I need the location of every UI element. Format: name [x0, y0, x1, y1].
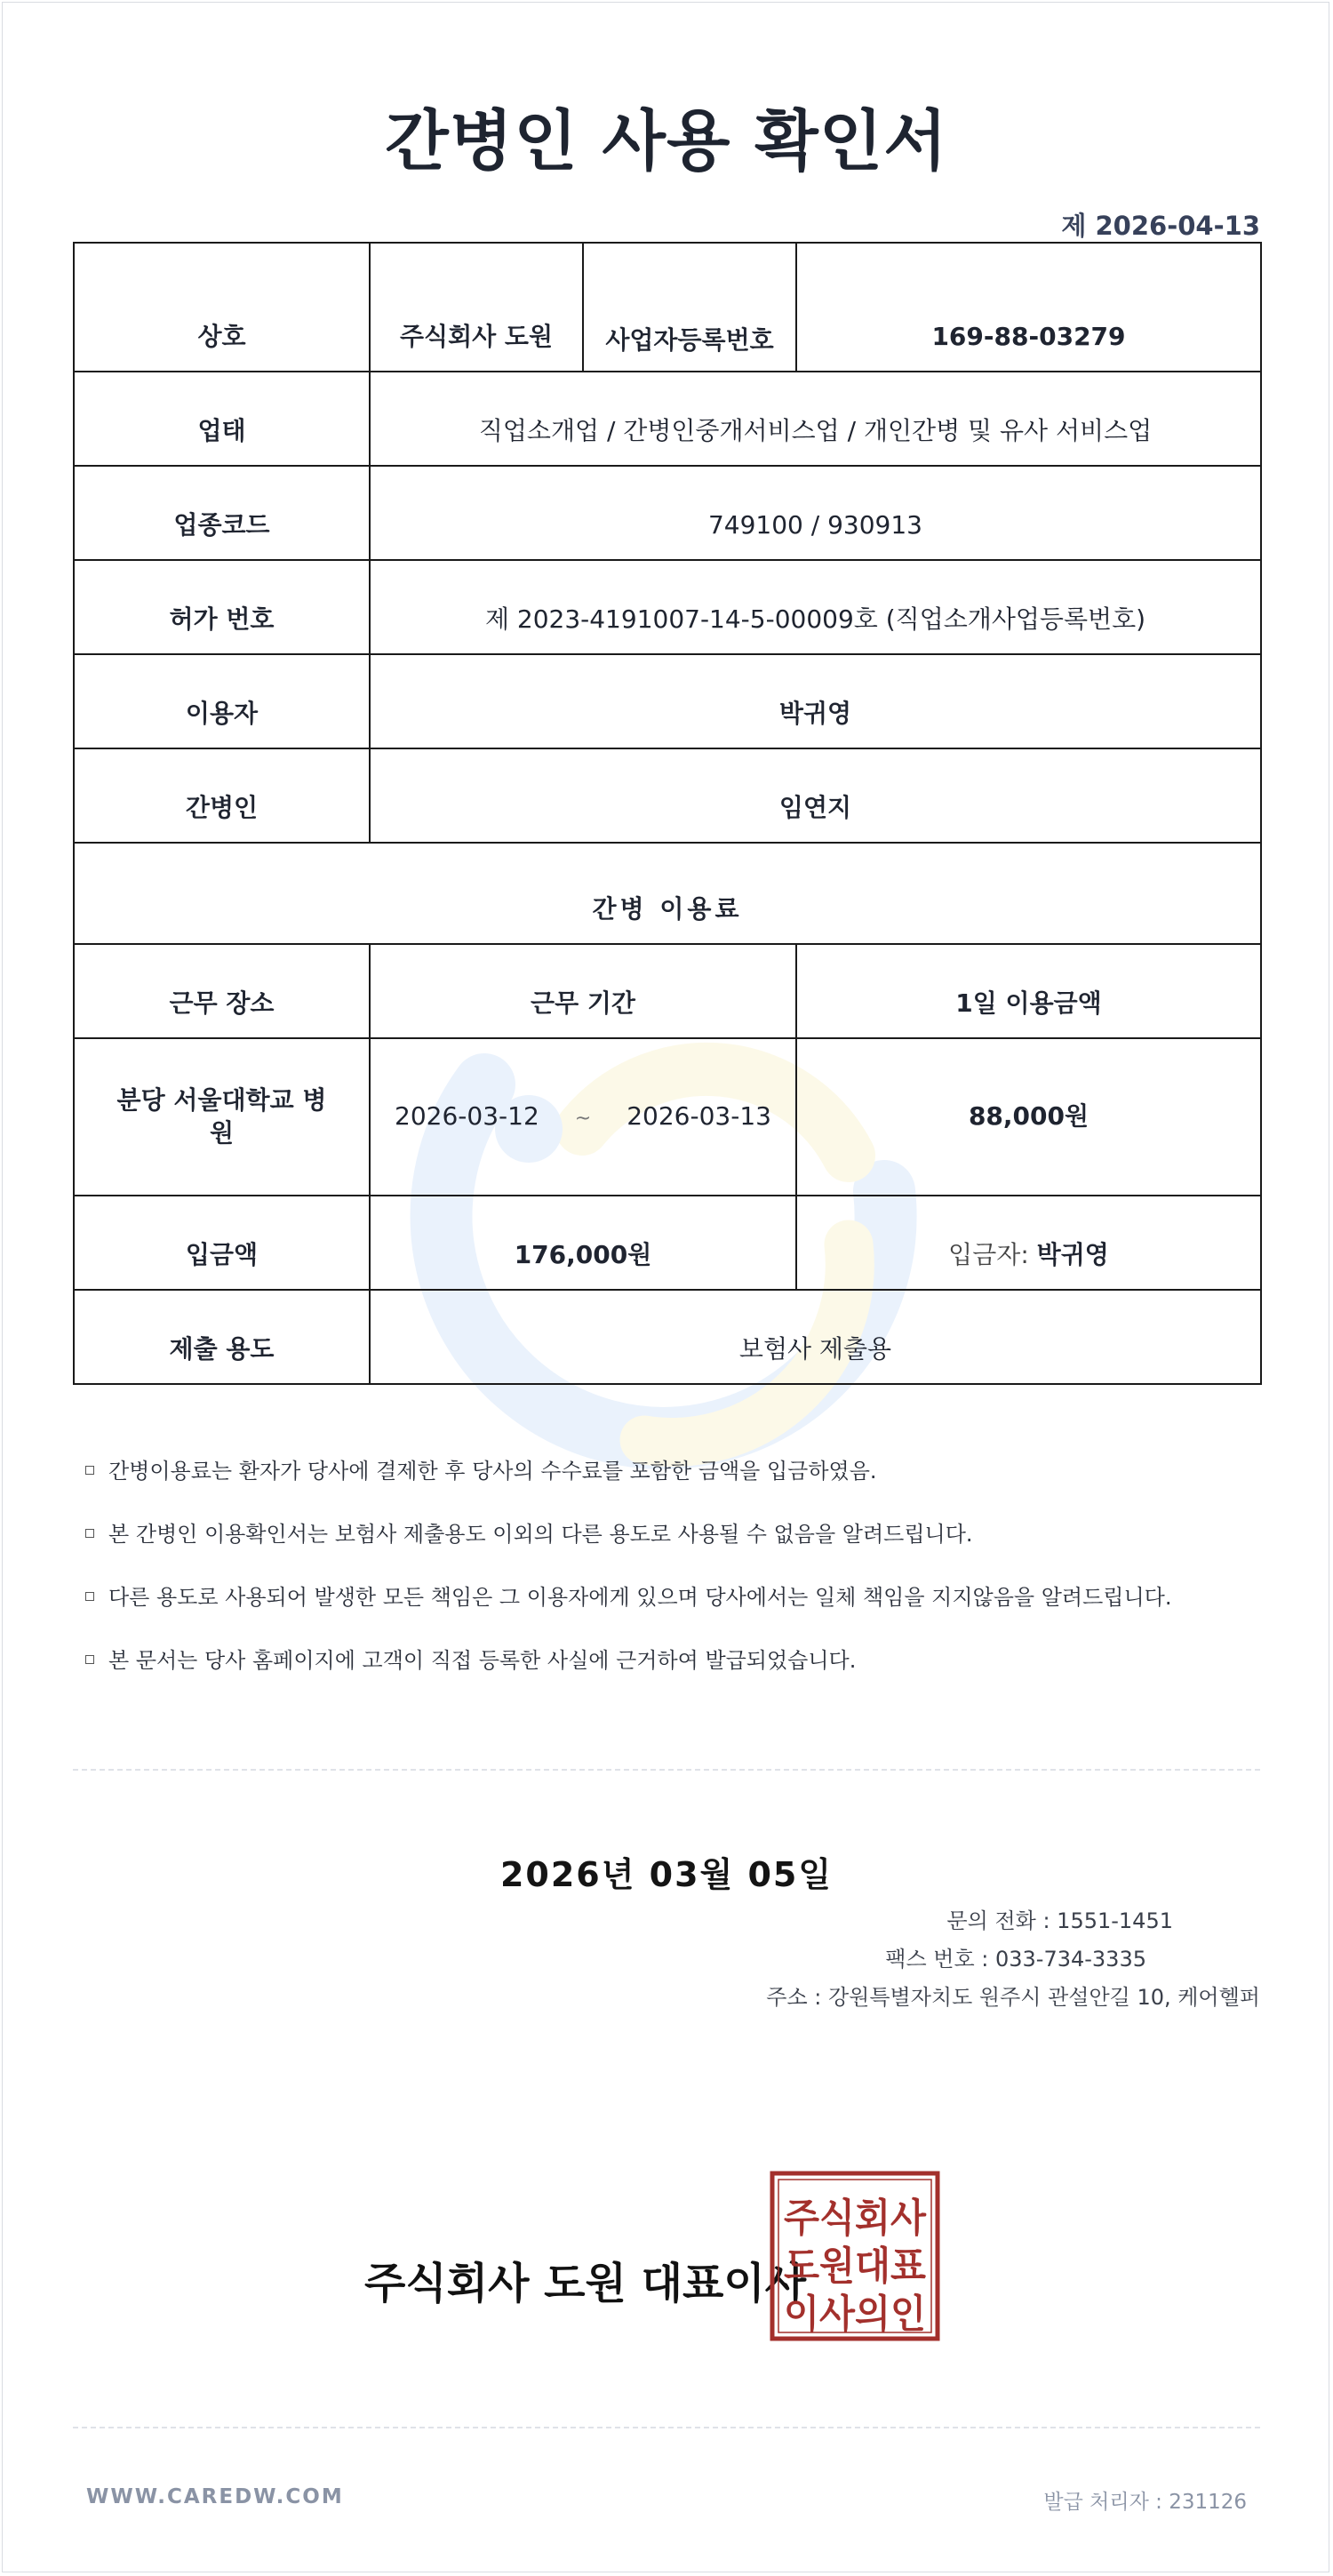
bullet-square-icon	[85, 1592, 94, 1601]
purpose-label: 제출 용도	[74, 1290, 370, 1384]
period-end: 2026-03-13	[627, 1101, 771, 1132]
table-row	[74, 466, 1261, 560]
license-number-label: 허가 번호	[74, 560, 370, 654]
website-link[interactable]: WWW.CAREDW.COM	[86, 2485, 344, 2508]
table-row	[74, 1290, 1261, 1384]
user-name: 박귀영	[370, 654, 1261, 748]
depositor	[796, 1196, 1261, 1290]
issuer-id: 발급 처리자 : 231126	[1043, 2491, 1247, 2514]
phone-number: 문의 전화 : 1551-1451	[946, 1908, 1173, 1933]
svg-text:이사의인: 이사의인	[784, 2292, 926, 2337]
table-row	[74, 560, 1261, 654]
deposit-label: 입금액	[74, 1196, 370, 1290]
signature-text: 주식회사 도원 대표이사	[364, 2259, 807, 2308]
work-period-header: 근무 기간	[370, 944, 796, 1038]
depositor-label: 입금자:	[948, 1239, 1029, 1269]
address: 주소 : 강원특별자치도 원주시 관설안길 10, 케어헬퍼	[766, 1985, 1260, 2010]
depositor-name: 박귀영	[1036, 1239, 1109, 1269]
company-seal-icon	[770, 2171, 940, 2341]
industry-code: 749100 / 930913	[370, 466, 1261, 560]
svg-text:도원대표: 도원대표	[784, 2244, 927, 2289]
contact-info	[766, 1902, 1260, 2017]
document-title: 간병인 사용 확인서	[385, 103, 948, 180]
bullet-square-icon	[85, 1529, 94, 1538]
list-item: 본 문서는 당사 홈페이지에 고객이 직접 등록한 사실에 근거하여 발급되었습니다.	[85, 1647, 1258, 1674]
work-period	[370, 1038, 796, 1196]
caregiver-name: 임연지	[370, 748, 1261, 843]
company-name: 주식회사 도원	[370, 243, 583, 372]
purpose: 보험사 제출용	[370, 1290, 1261, 1384]
daily-amount: 88,000원	[796, 1038, 1261, 1196]
confirmation-table	[73, 242, 1262, 1385]
bullet-square-icon	[85, 1655, 94, 1664]
list-item: 다른 용도로 사용되어 발생한 모든 책임은 그 이용자에게 있으며 당사에서는 일체 책임을 지지않음을 알려드립니다.	[85, 1584, 1258, 1611]
fax-number: 팩스 번호 : 033-734-3335	[885, 1947, 1146, 1972]
bullet-square-icon	[85, 1466, 94, 1475]
business-type: 직업소개업 / 간병인중개서비스업 / 개인간병 및 유사 서비스업	[370, 372, 1261, 466]
table-row	[74, 748, 1261, 843]
license-number: 제 2023-4191007-14-5-00009호 (직업소개사업등록번호)	[370, 560, 1261, 654]
table-row	[74, 243, 1261, 372]
svg-text:주식회사: 주식회사	[784, 2196, 928, 2241]
table-row	[74, 372, 1261, 466]
user-label: 이용자	[74, 654, 370, 748]
table-row	[74, 1196, 1261, 1290]
caregiver-label: 간병인	[74, 748, 370, 843]
business-type-label: 업태	[74, 372, 370, 466]
work-place-header: 근무 장소	[74, 944, 370, 1038]
notes-list	[85, 1458, 1258, 1710]
document-number: 제 2026-04-13	[1061, 211, 1260, 241]
period-start: 2026-03-12	[395, 1101, 539, 1132]
industry-code-label: 업종코드	[74, 466, 370, 560]
table-row	[74, 843, 1261, 944]
work-place: 분당 서울대학교 병원	[74, 1038, 370, 1196]
deposit-amount: 176,000원	[370, 1196, 796, 1290]
list-item: 본 간병인 이용확인서는 보험사 제출용도 이외의 다른 용도로 사용될 수 없음을 알려드립니다.	[85, 1521, 1258, 1548]
table-row	[74, 944, 1261, 1038]
table-row	[74, 654, 1261, 748]
company-name-label: 상호	[74, 243, 370, 372]
daily-amount-header: 1일 이용금액	[796, 944, 1261, 1038]
divider	[73, 2427, 1260, 2428]
list-item: 간병이용료는 환자가 당사에 결제한 후 당사의 수수료를 포함한 금액을 입금하였음.	[85, 1458, 1258, 1484]
registration-number: 169-88-03279	[796, 243, 1261, 372]
period-separator: ~	[574, 1108, 592, 1131]
divider	[73, 1769, 1260, 1771]
registration-number-label: 사업자등록번호	[583, 243, 796, 372]
fee-section-title: 간병 이용료	[74, 843, 1261, 944]
table-row	[74, 1038, 1261, 1196]
issue-date: 2026년 03월 05일	[499, 1855, 834, 1894]
